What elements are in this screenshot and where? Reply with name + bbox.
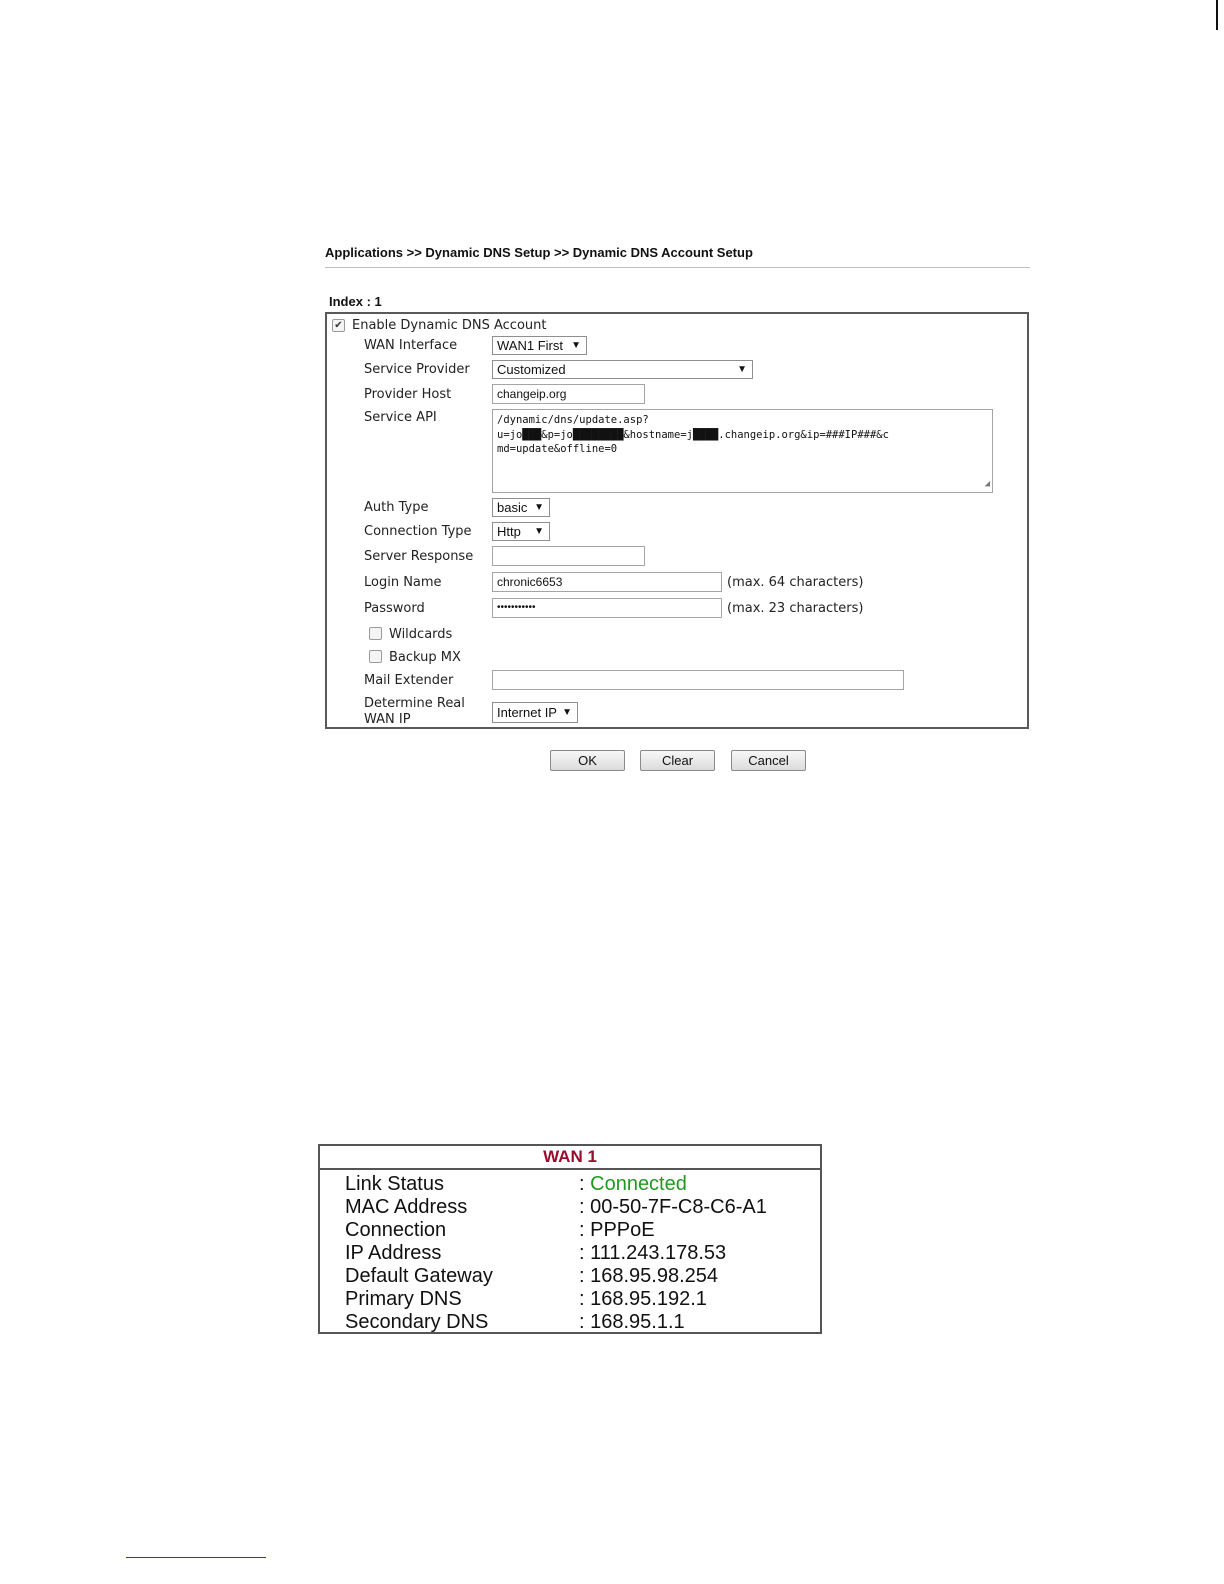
wan-row-default-gateway <box>345 1265 815 1288</box>
dropdown-arrow-icon: ▼ <box>571 340 581 351</box>
service-provider-label: Service Provider <box>364 362 470 377</box>
dns-account-form <box>325 312 1029 729</box>
auth-type-label: Auth Type <box>364 500 429 515</box>
connection-type-select[interactable] <box>492 522 550 541</box>
wildcards-checkbox[interactable] <box>369 627 382 640</box>
server-response-input[interactable] <box>492 546 645 566</box>
wan-row-key: Default Gateway <box>345 1265 493 1287</box>
resize-handle-icon[interactable]: ◢ <box>984 478 990 489</box>
determine-wan-ip-label-line2: WAN IP <box>364 712 411 727</box>
wan-row-primary-dns <box>345 1288 815 1311</box>
login-name-input[interactable]: chronic6653 <box>492 572 722 592</box>
wan-row-secondary-dns <box>345 1311 815 1334</box>
wan-row-link-status <box>345 1173 815 1196</box>
wan-row-value: : Connected <box>579 1173 687 1195</box>
dropdown-arrow-icon: ▼ <box>737 364 747 375</box>
connection-type-label: Connection Type <box>364 524 472 539</box>
backup-mx-label: Backup MX <box>389 650 461 665</box>
service-api-label: Service API <box>364 410 437 425</box>
mail-extender-input[interactable] <box>492 670 904 690</box>
wan-row-value: : 111.243.178.53 <box>579 1242 727 1264</box>
dropdown-arrow-icon: ▼ <box>534 526 544 537</box>
password-hint: (max. 23 characters) <box>727 601 864 616</box>
link-status-value: Connected <box>590 1173 687 1195</box>
wan-row-connection <box>345 1219 815 1242</box>
wan-row-value: : 168.95.192.1 <box>579 1288 707 1310</box>
service-provider-value: Customized <box>497 362 566 377</box>
provider-host-label: Provider Host <box>364 387 452 402</box>
wan-row-value: : PPPoE <box>579 1219 655 1241</box>
provider-host-input[interactable]: changeip.org <box>492 384 645 404</box>
wan-row-key: Connection <box>345 1219 447 1241</box>
index-label: Index : 1 <box>329 294 382 309</box>
footnote-rule <box>126 1557 266 1558</box>
wan-row-key: MAC Address <box>345 1196 468 1218</box>
enable-dns-checkbox[interactable]: ✔ <box>332 319 345 332</box>
wan-row-key: Secondary DNS <box>345 1311 489 1333</box>
mail-extender-label: Mail Extender <box>364 673 454 688</box>
enable-dns-label: Enable Dynamic DNS Account <box>352 318 547 333</box>
wan-interface-select[interactable] <box>492 336 587 355</box>
cancel-button[interactable]: Cancel <box>731 750 806 771</box>
clear-button[interactable]: Clear <box>640 750 715 771</box>
wan-status-panel <box>318 1144 822 1334</box>
login-name-label: Login Name <box>364 575 442 590</box>
determine-wan-ip-select[interactable] <box>492 702 578 723</box>
wildcards-label: Wildcards <box>389 627 453 642</box>
login-name-hint: (max. 64 characters) <box>727 575 864 590</box>
wan-row-key: IP Address <box>345 1242 442 1264</box>
top-right-rule <box>1216 0 1218 30</box>
auth-type-select[interactable] <box>492 498 550 517</box>
wan-row-value: : 00-50-7F-C8-C6-A1 <box>579 1196 767 1218</box>
determine-wan-ip-label-line1: Determine Real <box>364 696 465 711</box>
breadcrumb: Applications >> Dynamic DNS Setup >> Dynamic DNS Account Setup <box>325 245 1030 268</box>
password-input[interactable]: ••••••••••• <box>492 598 722 618</box>
wan-interface-value: WAN1 First <box>497 338 563 353</box>
service-api-value: /dynamic/dns/update.asp? u=jo███&p=jo████████&hostname=j████.changeip.org&ip=###IP###&c md=update&offline=0 <box>497 414 889 455</box>
wan-row-value: : 168.95.98.254 <box>579 1265 719 1287</box>
auth-type-value: basic <box>497 500 528 515</box>
connection-type-value: Http <box>497 524 521 539</box>
dropdown-arrow-icon: ▼ <box>562 707 572 718</box>
wan-row-mac-address <box>345 1196 815 1219</box>
wan-row-key: Primary DNS <box>345 1288 462 1310</box>
service-provider-select[interactable] <box>492 360 753 379</box>
wan-interface-label: WAN Interface <box>364 338 458 353</box>
ok-button[interactable]: OK <box>550 750 625 771</box>
dropdown-arrow-icon: ▼ <box>534 502 544 513</box>
wan-row-value: : 168.95.1.1 <box>579 1311 685 1333</box>
wan-row-ip-address <box>345 1242 815 1265</box>
determine-wan-ip-value: Internet IP <box>497 705 557 720</box>
wan-status-title: WAN 1 <box>320 1146 820 1170</box>
backup-mx-checkbox[interactable] <box>369 650 382 663</box>
service-api-textarea[interactable] <box>492 409 993 493</box>
password-label: Password <box>364 601 425 616</box>
wan-row-key: Link Status <box>345 1173 444 1195</box>
server-response-label: Server Response <box>364 549 474 564</box>
